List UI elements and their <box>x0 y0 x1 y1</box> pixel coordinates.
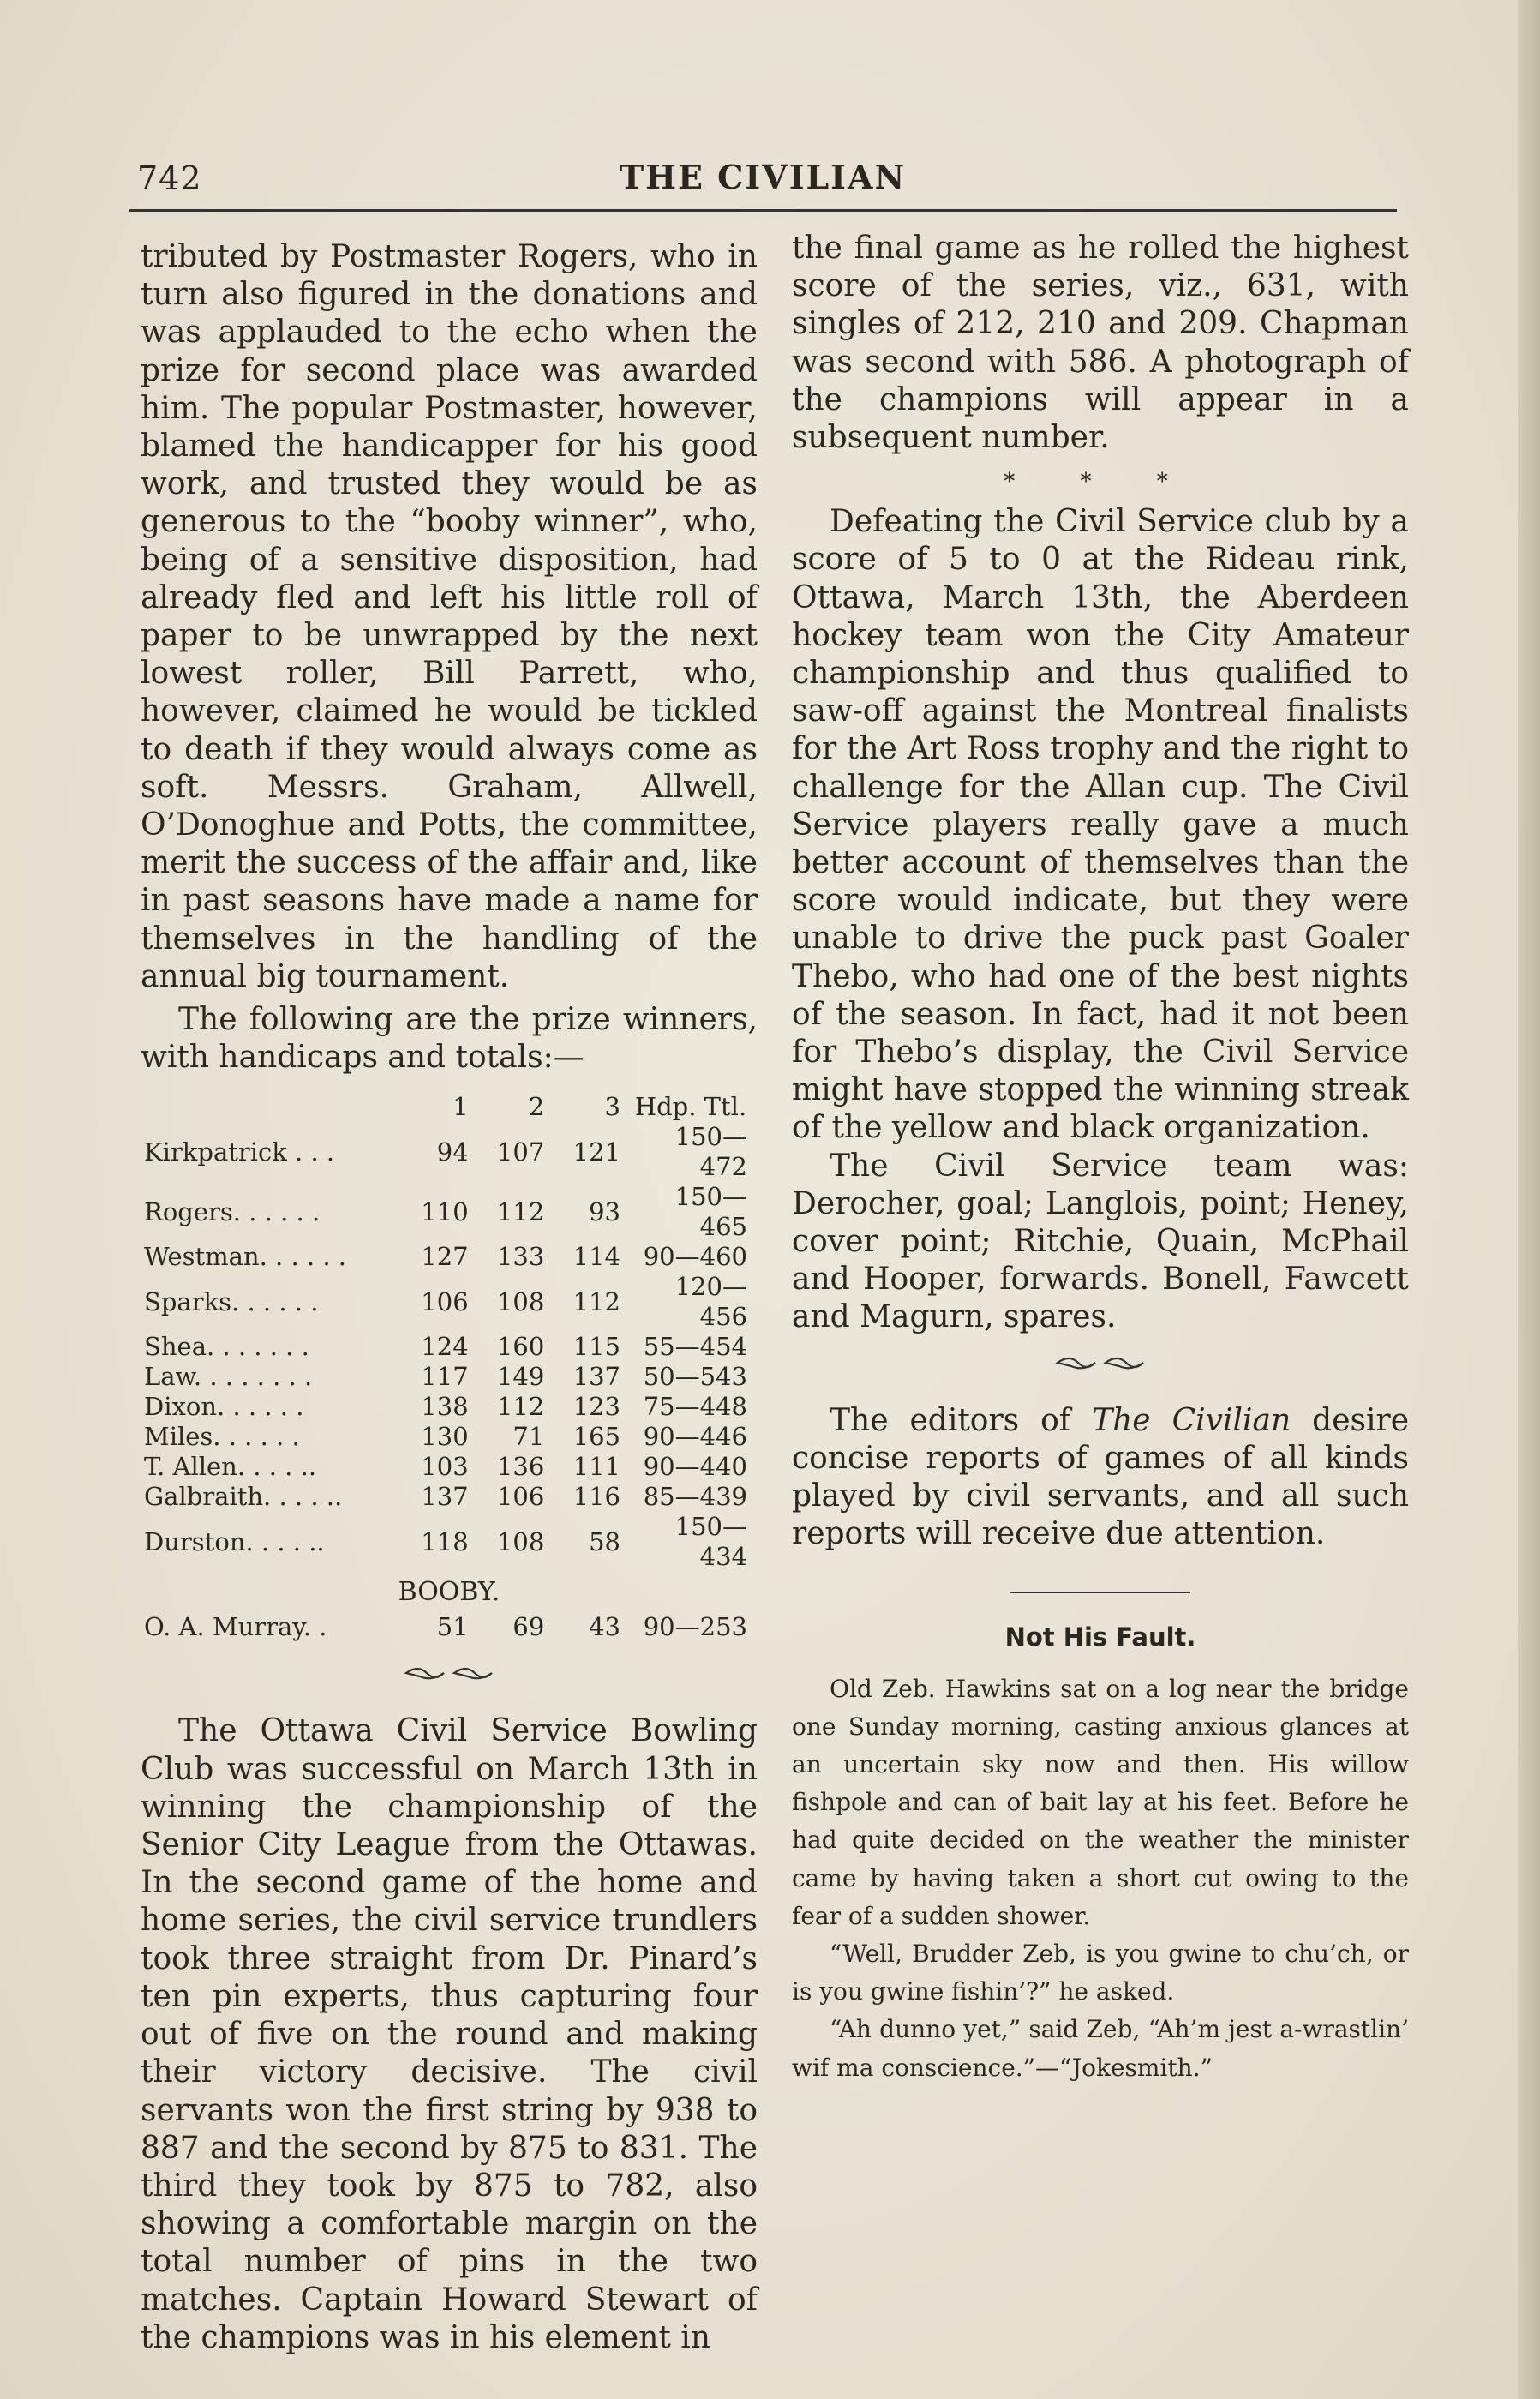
booby-row <box>141 1612 754 1642</box>
winner-g2: 107 <box>496 1137 545 1167</box>
booby-g2: 69 <box>512 1612 545 1642</box>
winner-g1: 127 <box>421 1242 469 1272</box>
winner-name: Durston. . . . .. <box>144 1526 325 1556</box>
fault-paragraph-3: “Ah dunno yet,” said Zeb, “Ah’m jest a-wrastlin’ wif ma conscience.”—“Jokesmith.” <box>792 2015 1409 2082</box>
booby-table <box>141 1612 754 1642</box>
winner-g2: 71 <box>512 1422 545 1452</box>
winner-g1: 103 <box>421 1452 469 1482</box>
separator-stars: * * * <box>1004 469 1197 495</box>
winner-hdp-ttl: 85—439 <box>643 1482 747 1512</box>
section-rule <box>1010 1592 1190 1593</box>
winner-g3: 58 <box>589 1526 620 1556</box>
winner-g3: 116 <box>572 1482 620 1512</box>
fault-paragraph-2: “Well, Brudder Zeb, is you gwine to chu’ch, or is you gwine fishin’?” he asked. <box>792 1939 1409 2006</box>
winner-g1: 138 <box>421 1392 469 1422</box>
header-game-1: 1 <box>452 1092 469 1122</box>
winner-g2: 112 <box>496 1197 545 1226</box>
winner-name: Miles. . . . . . <box>144 1422 300 1452</box>
table-row <box>141 1332 754 1362</box>
table-row <box>141 1392 754 1422</box>
ornament-divider <box>141 1661 758 1695</box>
table-header-row <box>141 1092 754 1122</box>
winner-name: Kirkpatrick . . . <box>144 1137 335 1167</box>
continuation-paragraph: the final game as he rolled the highest score of the series, viz., 631, with singles of 212, 210 and 209. Chapman was second with 586. A photograph of the champions will appear in a subsequent number. <box>792 231 1409 456</box>
winner-name: Dixon. . . . . . <box>144 1392 304 1422</box>
winner-g2: 133 <box>496 1242 545 1272</box>
table-row <box>141 1122 754 1182</box>
hockey-paragraph: Defeating the Civil Service club by a score of 5 to 0 at the Rideau rink, Ottawa, March 13th, the Aberdeen hockey team won the City Amateur championship and thus qualified to saw-off against the Montreal finalists for the Art Ross trophy and the right to challenge for the Allan cup. The Civil Service players really gave a much better account of themselves than the score would indicate, but they were unable to drive the puck past Goaler Thebo, who had one of the best nights of the season. In fact, had it not been for Thebo’s display, the Civil Service might have stopped the winning streak of the yellow and black organization. <box>792 504 1409 1146</box>
winner-g1: 94 <box>436 1137 469 1167</box>
winner-hdp-ttl: 120—456 <box>674 1272 747 1332</box>
editors-text-before: The editors of <box>830 1402 1093 1438</box>
prize-intro: The following are the prize winners, with handicaps and totals:— <box>141 1002 758 1076</box>
header-rule <box>129 209 1397 212</box>
winner-g3: 112 <box>572 1286 620 1316</box>
winner-name: Galbraith. . . . .. <box>144 1482 343 1512</box>
header-hdp-ttl: Hdp. Ttl. <box>634 1092 747 1122</box>
winner-g2: 108 <box>496 1286 545 1316</box>
header-name <box>141 1092 399 1122</box>
table-row <box>141 1362 754 1392</box>
winner-g1: 124 <box>421 1332 469 1362</box>
table-row <box>141 1272 754 1332</box>
winner-g2: 112 <box>496 1392 545 1422</box>
winner-hdp-ttl: 90—446 <box>643 1422 747 1452</box>
winner-g1: 117 <box>421 1362 469 1392</box>
booby-g3: 43 <box>589 1612 620 1642</box>
winner-g3: 115 <box>572 1332 620 1362</box>
winner-name: Rogers. . . . . . <box>144 1197 321 1226</box>
winner-name: T. Allen. . . . .. <box>144 1452 317 1482</box>
prize-winners-table <box>141 1092 754 1572</box>
winner-g2: 160 <box>496 1332 545 1362</box>
ornament-divider-2 <box>792 1351 1409 1385</box>
ornament-icon <box>389 1661 509 1690</box>
winner-hdp-ttl: 150—465 <box>674 1182 747 1242</box>
running-title: THE CIVILIAN <box>619 158 907 196</box>
winner-name: Law. . . . . . . . <box>144 1362 313 1392</box>
winner-rows <box>141 1122 754 1572</box>
winner-name: Shea. . . . . . . <box>144 1332 309 1362</box>
winner-g3: 93 <box>589 1197 620 1226</box>
header-game-3: 3 <box>604 1092 620 1122</box>
winner-name: Sparks. . . . . . <box>144 1286 319 1316</box>
winner-hdp-ttl: 90—460 <box>643 1242 747 1272</box>
page-header <box>129 154 1397 206</box>
table-row <box>141 1422 754 1452</box>
winner-g3: 114 <box>572 1242 620 1272</box>
winner-g3: 165 <box>572 1422 620 1452</box>
table-row <box>141 1182 754 1242</box>
winner-g2: 106 <box>496 1482 545 1512</box>
fault-paragraph-1: Old Zeb. Hawkins sat on a log near the bridge one Sunday morning, casting anxious glances at an uncertain sky now and then. His willow fishpole and can of bait lay at his feet. Before he had quite decided on the weather the minister came by having taken a short cut owing to the fear of a sudden shower. <box>792 1674 1409 1930</box>
fault-title: Not His Fault. <box>1004 1622 1196 1652</box>
winner-hdp-ttl: 50—543 <box>643 1362 747 1392</box>
booby-name: O. A. Murray. . <box>144 1612 327 1642</box>
winner-g3: 123 <box>572 1392 620 1422</box>
right-column <box>792 230 1409 2087</box>
editors-publication-name: The Civilian <box>1092 1402 1291 1438</box>
winner-g2: 136 <box>496 1452 545 1482</box>
winner-g1: 137 <box>421 1482 469 1512</box>
winner-g2: 149 <box>496 1362 545 1392</box>
winner-g1: 106 <box>421 1286 469 1316</box>
winner-g1: 118 <box>421 1526 469 1556</box>
booby-label: BOOBY. <box>398 1577 500 1608</box>
booby-g1: 51 <box>436 1612 469 1642</box>
page-edge <box>1518 0 1540 2399</box>
winner-g3: 137 <box>572 1362 620 1392</box>
winner-hdp-ttl: 90—440 <box>643 1452 747 1482</box>
table-row <box>141 1242 754 1272</box>
bowling-paragraph: The Ottawa Civil Service Bowling Club was successful on March 13th in winning the championship of the Senior City League from the Ottawas. In the second game of the home and home series, the civil service trundlers took three straight from Dr. Pinard’s ten pin experts, thus capturing four out of five on the round and making their victory decisive. The civil servants won the first string by 938 to 887 and the second by 875 to 831. The third they took by 875 to 782, also showing a comfortable margin on the total number of pins in the two matches. Captain Howard Stewart of the champions was in his element in <box>141 1713 758 2355</box>
winner-hdp-ttl: 150—434 <box>674 1512 747 1572</box>
winner-name: Westman. . . . . . <box>144 1242 347 1272</box>
left-column <box>141 238 758 2357</box>
winner-hdp-ttl: 150—472 <box>674 1122 747 1182</box>
winner-hdp-ttl: 75—448 <box>643 1392 747 1422</box>
winner-hdp-ttl: 55—454 <box>643 1332 747 1362</box>
winner-g3: 121 <box>572 1137 620 1167</box>
editors-text-after: desire concise reports of games of all kinds played by civil servants, and all such reports will receive due attention. <box>792 1402 1409 1552</box>
booby-hdp-ttl: 90—253 <box>643 1612 747 1642</box>
intro-paragraph: tributed by Postmaster Rogers, who in turn also figured in the donations and was applauded to the echo when the prize for second place was awarded him. The popular Postmaster, however, blamed the handicapper for his good work, and trusted they would be as generous to the “booby winner”, who, being of a sensitive disposition, had already fled and left his little roll of paper to be unwrapped by the next lowest roller, Bill Parrett, who, however, claimed he would be tickled to death if they would always come as soft. Messrs. Graham, Allwell, O’Donoghue and Potts, the committee, merit the success of the affair and, like in past seasons have made a name for themselves in the handling of the annual big tournament. <box>141 239 758 994</box>
ornament-icon <box>1040 1351 1160 1380</box>
team-paragraph: The Civil Service team was: Derocher, goal; Langlois, point; Heney, cover point; Ritchie, Quain, McPhail and Hooper, forwards. Bonell, Fawcett and Magurn, spares. <box>792 1148 1409 1335</box>
page-number: 742 <box>137 159 202 197</box>
table-row <box>141 1512 754 1572</box>
editors-paragraph <box>792 1402 1409 1554</box>
winner-g3: 111 <box>572 1452 620 1482</box>
table-row <box>141 1482 754 1512</box>
header-game-2: 2 <box>528 1092 545 1122</box>
table-row <box>141 1452 754 1482</box>
winner-g1: 110 <box>421 1197 469 1226</box>
winner-g2: 108 <box>496 1526 545 1556</box>
winner-g1: 130 <box>421 1422 469 1452</box>
